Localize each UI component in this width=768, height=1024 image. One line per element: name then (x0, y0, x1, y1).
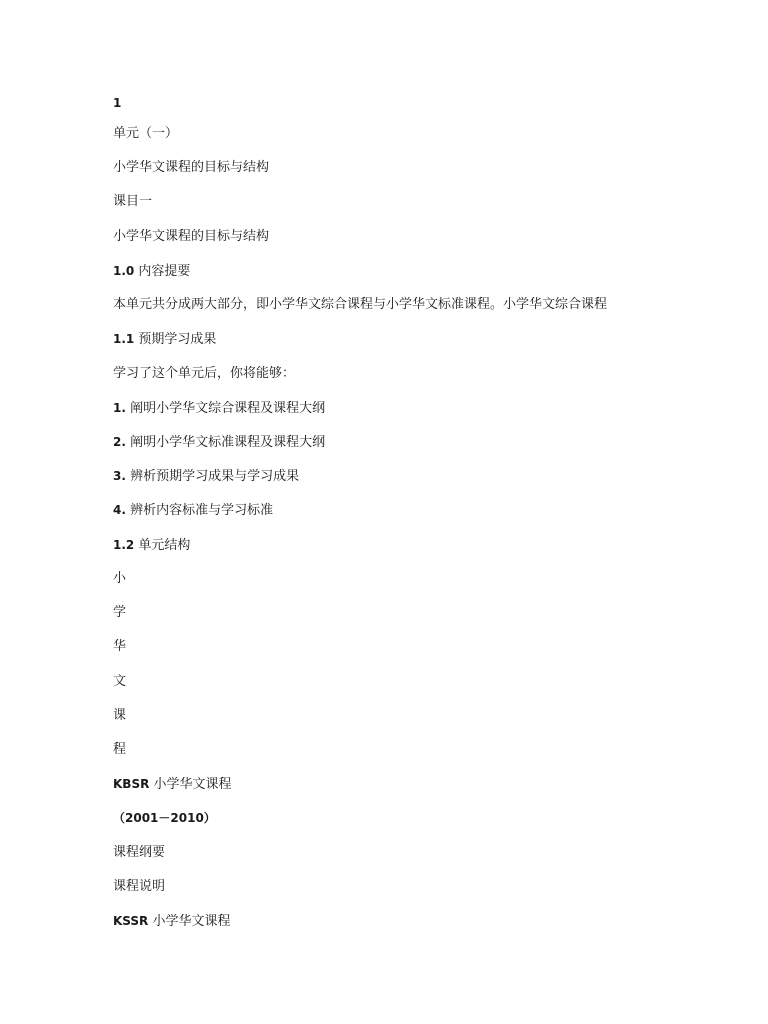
list-item-number: 3. (113, 469, 126, 483)
section-1-0-title: 内容提要 (138, 264, 191, 279)
lesson-label: 课目一 (113, 194, 153, 209)
kssr-line (113, 913, 230, 930)
list-item (113, 502, 273, 519)
section-1-2-number: 1.2 (113, 538, 135, 552)
page-number: 1 (113, 96, 122, 110)
section-1-2-title: 单元结构 (138, 538, 191, 553)
list-item-number: 4. (113, 503, 126, 517)
vertical-char: 程 (113, 742, 127, 757)
lesson-title: 小学华文课程的目标与结构 (113, 229, 270, 244)
section-1-1-heading (113, 331, 216, 348)
section-1-0-body: 本单元共分成两大部分，即小学华文综合课程与小学华文标准课程。小学华文综合课程 (113, 297, 608, 312)
kbsr-line (113, 776, 231, 793)
kbsr-title: 小学华文课程 (153, 777, 232, 792)
section-1-0-heading (113, 263, 190, 280)
vertical-char: 文 (113, 674, 127, 689)
vertical-char: 学 (113, 605, 127, 620)
section-1-1-intro: 学习了这个单元后，你将能够： (113, 366, 296, 381)
section-1-1-number: 1.1 (113, 332, 135, 346)
list-item-text: 阐明小学华文综合课程及课程大纲 (130, 401, 326, 416)
section-1-0-number: 1.0 (113, 264, 135, 278)
course-outline: 课程纲要 (113, 845, 166, 860)
list-item (113, 434, 325, 451)
section-1-2-heading (113, 537, 190, 554)
kbsr-years: （2001－2010） (113, 811, 216, 825)
unit-label: 单元（一） (113, 126, 179, 141)
list-item-text: 阐明小学华文标准课程及课程大纲 (130, 435, 326, 450)
vertical-char: 华 (113, 639, 127, 654)
list-item-text: 辨析内容标准与学习标准 (130, 503, 274, 518)
list-item (113, 468, 299, 485)
section-1-1-title: 预期学习成果 (138, 332, 217, 347)
course-description: 课程说明 (113, 879, 166, 894)
unit-title: 小学华文课程的目标与结构 (113, 160, 270, 175)
list-item-text: 辨析预期学习成果与学习成果 (130, 469, 300, 484)
vertical-char: 课 (113, 708, 127, 723)
kssr-code: KSSR (113, 914, 149, 928)
vertical-char: 小 (113, 571, 127, 586)
list-item (113, 400, 325, 417)
kssr-title: 小学华文课程 (152, 914, 231, 929)
list-item-number: 1. (113, 401, 126, 415)
list-item-number: 2. (113, 435, 126, 449)
kbsr-code: KBSR (113, 777, 150, 791)
